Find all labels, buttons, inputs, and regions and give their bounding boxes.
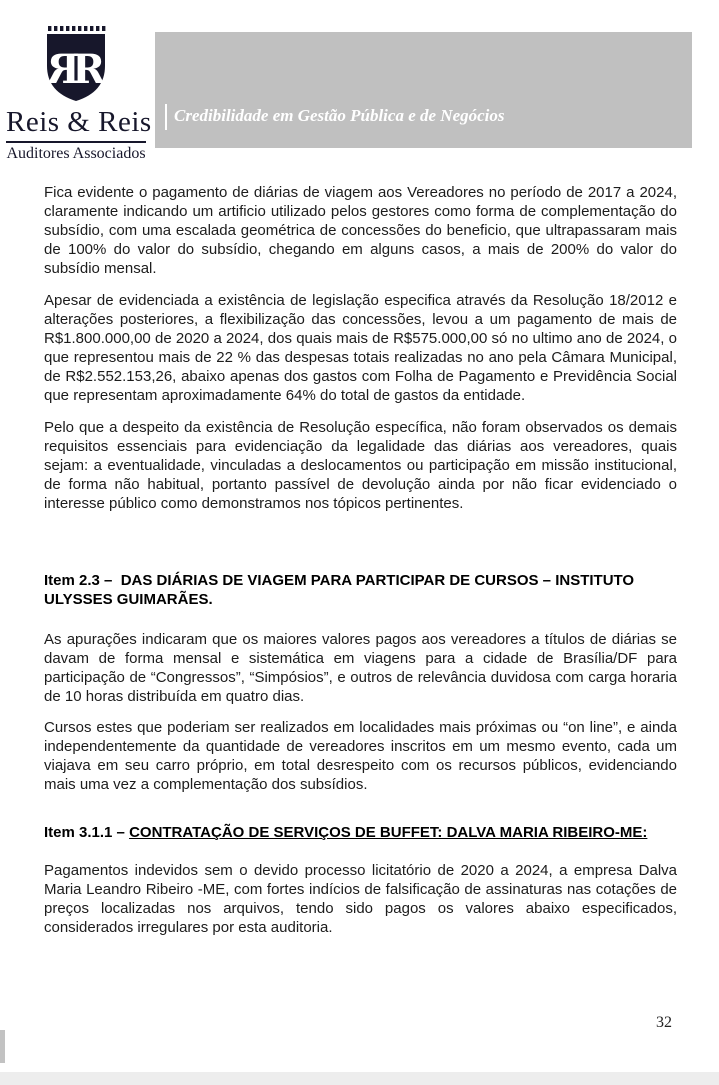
svg-text:R: R bbox=[72, 46, 106, 93]
company-tagline: Credibilidade em Gestão Pública e de Negócios bbox=[165, 104, 505, 130]
heading-item-3-1-1 bbox=[44, 823, 677, 842]
paragraph-resolucao-18-2012: Apesar de evidenciada a existência de legislação especifica através da Resolução 18/2012 e alterações posteriores, a flexibilização das concessões, levou a um pagamento de mais de R$1.800.000,00 de 2020 a 2024, dos quais mais de R$575.000,00 só no ultimo ano de 2024, o que representou mais de 22 % das despesas totais realizadas no ano pela Câmara Municipal, de R$2.552.153,26, abaixo apenas dos gastos com Folha de Pagamento e Previdência Social que representam aproximadamente 64% do total de gastos da entidade. bbox=[44, 292, 677, 404]
company-subtitle: Auditores Associados bbox=[6, 145, 146, 162]
paragraph-diarias-vereadores: Fica evidente o pagamento de diárias de viagem aos Vereadores no período de 2017 a 2024, claramente indicando um artificio utilizado pelos gestores como forma de complementação do subsídio, com uma escalada geométrica de concessões do beneficio, que ultrapassaram mais de 100% do valor do subsídio, chegando em alguns casos, a mais de 200% do valor do subsídio mensal. bbox=[44, 184, 677, 277]
logo-shield-icon bbox=[6, 26, 146, 104]
svg-text:R: R bbox=[46, 46, 80, 93]
company-name: Reis & Reis bbox=[6, 106, 152, 138]
heading-item-3-1-1-title: CONTRATAÇÃO DE SERVIÇOS DE BUFFET: DALVA MARIA RIBEIRO-ME: bbox=[129, 824, 648, 841]
paragraph-requisitos-essenciais: Pelo que a despeito da existência de Resolução específica, não foram observados os demais requisitos essenciais para evidenciação da legalidade das diárias aos vereadores, quais sejam: a eventualidade, vinculadas a deslocamentos ou participação em missão institucional, de forma não habitual, portanto passível de devolução ainda por não ficar evidenciado o interesse público como demonstramos nos tópicos pertinentes. bbox=[44, 419, 677, 512]
heading-item-2-3: Item 2.3 – DAS DIÁRIAS DE VIAGEM PARA PARTICIPAR DE CURSOS – INSTITUTO ULYSSES GUIMARÃES. bbox=[44, 572, 639, 608]
paragraph-apuracoes-brasilia: As apurações indicaram que os maiores valores pagos aos vereadores a títulos de diárias se davam de forma mensal e sistemática em viagens para a cidade de Brasília/DF para participação de “Congressos”, “Simpósios”, e outros de relevância duvidosa com carga horaria de 10 horas distribuída em quatro dias. bbox=[44, 631, 677, 705]
page-number: 32 bbox=[656, 1014, 672, 1031]
document-content bbox=[44, 183, 677, 937]
heading-item-3-1-1-prefix: Item 3.1.1 – bbox=[44, 824, 130, 841]
paragraph-cursos-online: Cursos estes que poderiam ser realizados em localidades mais próximas ou “on line”, e ainda independentemente da quantidade de vereadores inscritos em um mesmo evento, cada um viajava em seu carro próprio, em total desrespeito com os recursos públicos, evidenciando mais uma vez a complementação dos subsídios. bbox=[44, 719, 677, 793]
paragraph-pagamentos-indevidos: Pagamentos indevidos sem o devido processo licitatório de 2020 a 2024, a empresa Dalva Maria Leandro Ribeiro -ME, com fortes indícios de falsificação de assinaturas nas cotações de preços localizadas nos arquivos, tendo sido pagos os valores abaixo especificados, considerados irregulares por esta auditoria. bbox=[44, 862, 677, 936]
left-edge-scan-artifact bbox=[0, 1030, 5, 1063]
logo-divider bbox=[6, 141, 146, 143]
header-banner bbox=[155, 32, 692, 148]
bottom-edge-strip bbox=[0, 1072, 719, 1085]
company-logo bbox=[6, 26, 152, 163]
